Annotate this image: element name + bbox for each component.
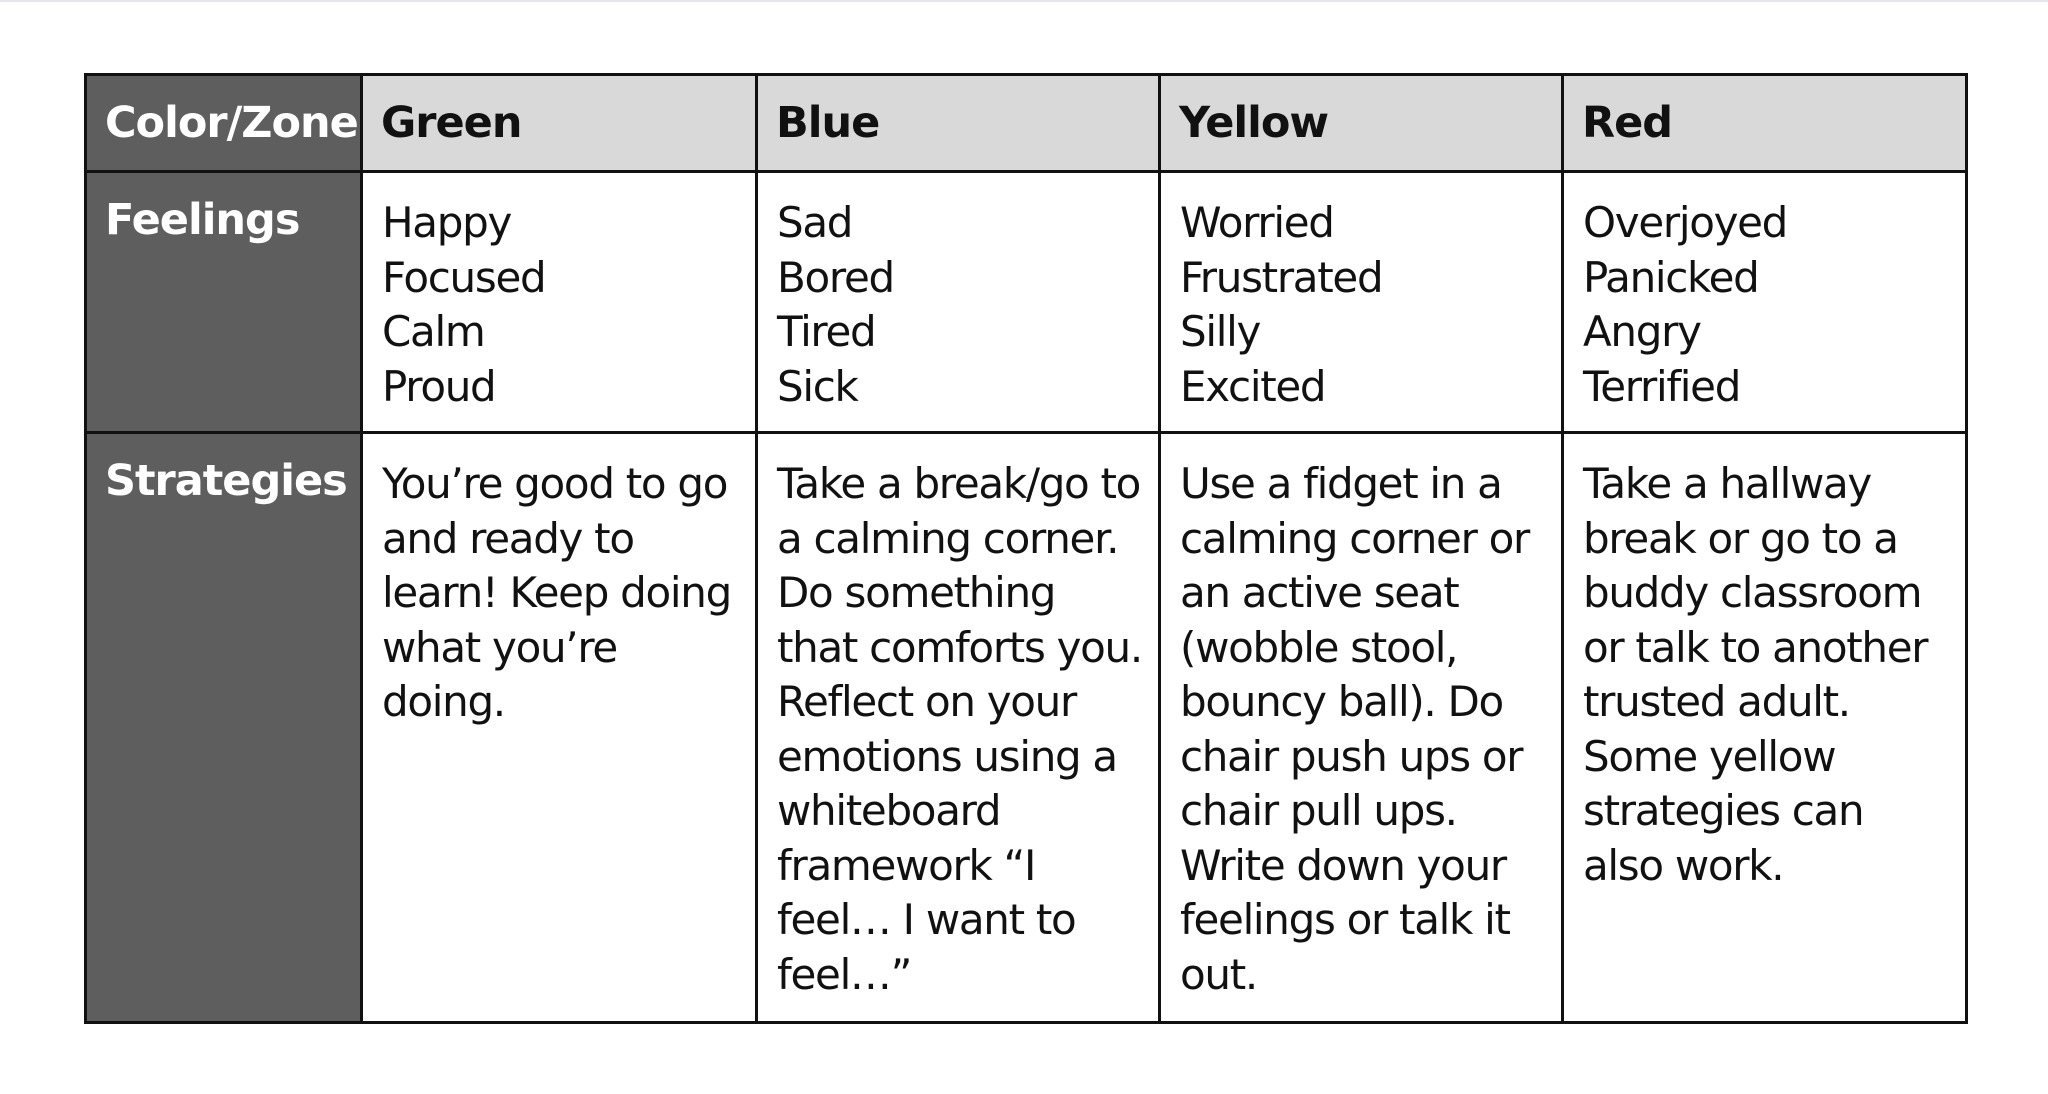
corner-header-cell (86, 75, 362, 172)
feelings-row-label: Feelings (105, 195, 300, 245)
feelings-cell-blue (757, 172, 1160, 433)
strategy-text: Take a hallway break or go to a buddy classroom or talk to another trusted adult. Some yellow strategies can also work. (1583, 459, 1928, 890)
feeling-item: Angry (1583, 307, 1701, 356)
strategy-text: Use a fidget in a calming corner or an active seat (wobble stool, bouncy ball). Do chair push ups or chair pull ups. Write down your feelings or talk it out. (1180, 459, 1529, 999)
feelings-cell-yellow (1160, 172, 1563, 433)
feeling-item: Worried (1180, 198, 1334, 247)
strategies-row (86, 433, 1967, 1023)
strategies-cell-yellow (1160, 433, 1563, 1023)
strategies-row-label: Strategies (105, 456, 347, 506)
feeling-item: Focused (382, 252, 546, 302)
zone-header-red (1563, 75, 1967, 172)
feeling-item: Silly (1180, 307, 1261, 356)
strategy-text: Take a break/go to a calming corner. Do something that comforts you. Reflect on your emotions using a whiteboard framework “I feel… I want to feel…” (777, 459, 1142, 999)
zone-header-green (362, 75, 757, 172)
zone-name: Red (1582, 98, 1673, 148)
feeling-item: Happy (382, 198, 511, 247)
header-row (86, 75, 1967, 172)
feeling-item: Proud (382, 361, 496, 411)
feeling-item: Overjoyed (1583, 198, 1788, 247)
feeling-item: Sad (777, 198, 853, 247)
feelings-row-header (86, 172, 362, 433)
corner-header-label: Color/Zone (105, 98, 358, 148)
zone-header-blue (757, 75, 1160, 172)
strategy-text: You’re good to go and ready to learn! Keep doing what you’re doing. (382, 459, 731, 726)
zone-name: Blue (776, 98, 880, 148)
feeling-item: Sick (777, 361, 858, 411)
feeling-item: Terrified (1583, 361, 1741, 411)
strategies-cell-blue (757, 433, 1160, 1023)
feeling-item: Panicked (1583, 252, 1759, 302)
feelings-cell-green (362, 172, 757, 433)
zone-header-yellow (1160, 75, 1563, 172)
feeling-item: Excited (1180, 361, 1326, 411)
top-divider (0, 0, 2048, 2)
feelings-row (86, 172, 1967, 433)
feelings-cell-red (1563, 172, 1967, 433)
zones-table (84, 73, 1968, 1024)
zone-name: Yellow (1179, 98, 1329, 148)
zone-name: Green (381, 98, 522, 148)
feeling-item: Calm (382, 307, 485, 356)
feeling-item: Bored (777, 252, 894, 302)
feeling-item: Tired (777, 307, 876, 356)
feeling-item: Frustrated (1180, 252, 1383, 302)
strategies-cell-red (1563, 433, 1967, 1023)
strategies-row-header (86, 433, 362, 1023)
strategies-cell-green (362, 433, 757, 1023)
